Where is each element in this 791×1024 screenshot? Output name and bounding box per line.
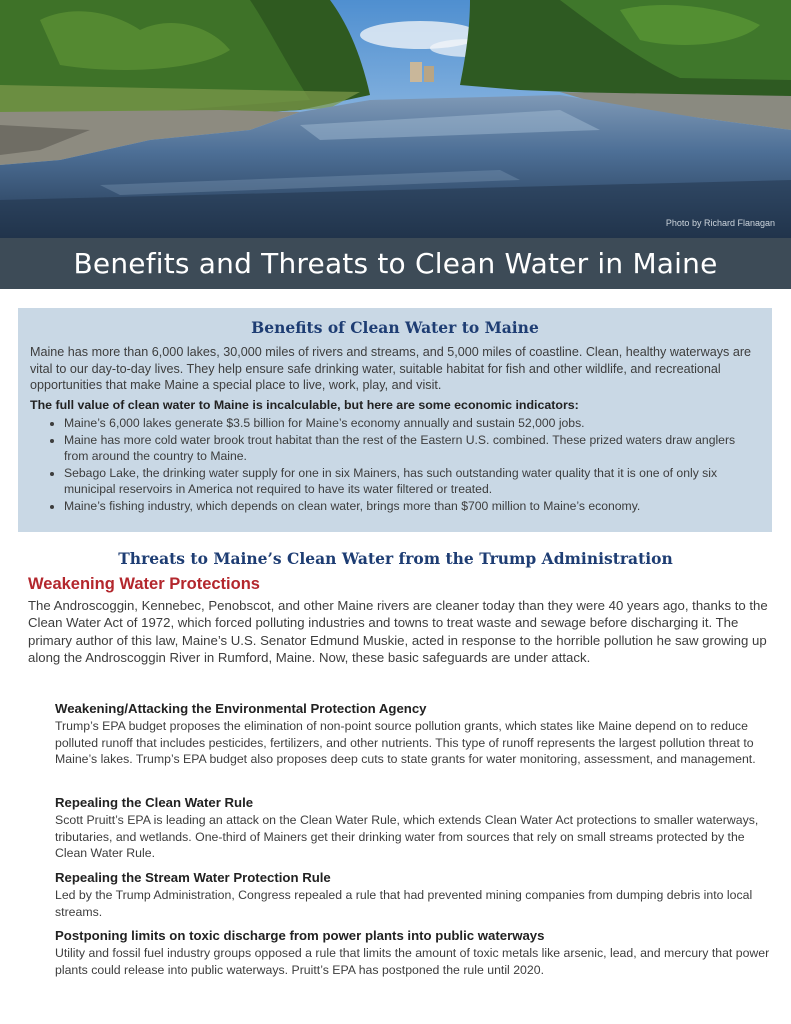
benefits-box [18, 308, 772, 532]
threat-item-clean-water-rule [55, 795, 770, 862]
threat-item-heading: Weakening/Attacking the Environmental Protection Agency [55, 701, 427, 716]
benefits-lead: The full value of clean water to Maine is incalculable, but here are some economic indicators: [30, 397, 579, 412]
list-item: • Sebago Lake, the drinking water supply for one in six Mainers, has such outstanding water quality that it is one of only six municipal reservoirs in America not required to have its water filtered or treated. [64, 465, 760, 497]
threat-item-body: Scott Pruitt’s EPA is leading an attack on the Clean Water Rule, which extends Clean Water Act protections to smaller waterways, tributaries, and wetlands. One-third of Mainers get their drinking water from sources that rely on small streams protected by the Clean Water Rule. [55, 813, 759, 860]
threats-heading: Threats to Maine’s Clean Water from the Trump Administration [118, 549, 673, 568]
threat-item-body: Led by the Trump Administration, Congress repealed a rule that had prevented mining companies from dumping debris into local streams. [55, 888, 753, 919]
list-item: • Maine’s 6,000 lakes generate $3.5 billion for Maine’s economy annually and sustain 52,000 jobs. [64, 415, 760, 431]
river-photo [0, 0, 791, 238]
threat-item-stream-rule [55, 870, 770, 920]
list-item: • Maine’s fishing industry, which depends on clean water, brings more than $700 million to Maine’s economy. [64, 498, 760, 514]
weakening-body: The Androscoggin, Kennebec, Penobscot, and other Maine rivers are cleaner today than they were 40 years ago, thanks to the Clean Water Act of 1972, which forced polluting industries and towns to treat waste and sewage before discharging it. The primary author of this law, Maine’s U.S. Senator Edmund Muskie, acted in response to the horrible pollution he saw growing up along the Androscoggin River in Rumford, Maine. Now, these basic safeguards are under attack. [28, 598, 768, 665]
threat-item-body: Trump’s EPA budget proposes the elimination of non-point source pollution grants, which states like Maine depend on to reduce polluted runoff that includes pesticides, fertilizers, and other nutrients. This type of runoff represents the largest pollution threat to Maine’s lakes. Trump’s EPA budget also proposes deep cuts to state grants for water monitoring, assessment, and management. [55, 719, 756, 766]
threat-item-heading: Repealing the Clean Water Rule [55, 795, 254, 810]
benefits-heading: Benefits of Clean Water to Maine [251, 318, 539, 337]
threat-item-heading: Repealing the Stream Water Protection Rule [55, 870, 331, 885]
weakening-heading: Weakening Water Protections [28, 575, 260, 593]
threat-item-body: Utility and fossil fuel industry groups opposed a rule that limits the amount of toxic metals like arsenic, lead, and mercury that power plants could release into public waterways. Pruitt’s EPA has postponed the rule until 2020. [55, 946, 770, 977]
photo-credit: Photo by Richard Flanagan [665, 218, 775, 228]
list-item: • Maine has more cold water brook trout habitat than the rest of the Eastern U.S. combined. These prized waters draw anglers from around the country to Maine. [64, 432, 760, 464]
threat-item-heading: Postponing limits on toxic discharge from power plants into public waterways [55, 928, 545, 943]
threat-item-toxic-discharge [55, 928, 770, 978]
threat-item-epa [55, 701, 770, 768]
page-title: Benefits and Threats to Clean Water in Maine [0, 238, 791, 289]
benefits-list [30, 415, 760, 514]
benefits-intro: Maine has more than 6,000 lakes, 30,000 miles of rivers and streams, and 5,000 miles of coastline. Clean, healthy waterways are vital to our day-to-day lives. They help ensure safe drinking water, suitable habitat for fish and other wildlife, and recreational opportunities that make Maine a special place to live, work, play, and visit. [30, 345, 752, 392]
